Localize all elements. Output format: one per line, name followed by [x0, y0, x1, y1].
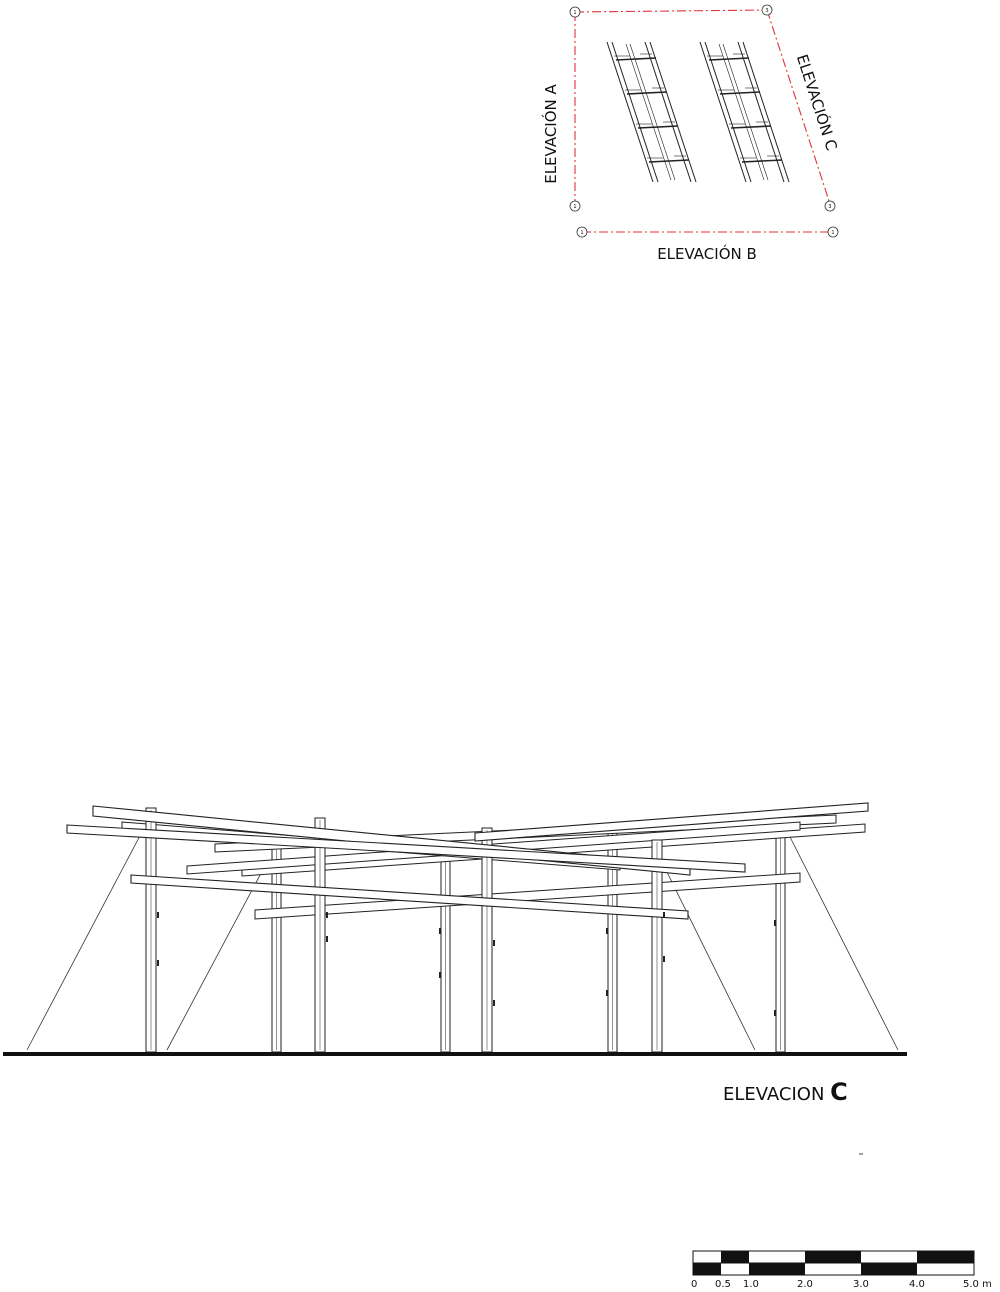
label-elevacion-a: ELEVACIÓN A: [542, 84, 560, 184]
svg-text:1: 1: [573, 10, 577, 16]
guy-wires: [27, 830, 898, 1050]
svg-text:3: 3: [828, 204, 832, 210]
scale-tick-0: 0: [691, 1279, 698, 1290]
svg-text:1: 1: [831, 230, 835, 236]
scale-tick-1: 1.0: [743, 1279, 759, 1290]
svg-text:1: 1: [573, 204, 577, 210]
grid-marker-top-left: [570, 7, 580, 17]
label-elevacion-b: ELEVACIÓN B: [657, 245, 757, 263]
scale-tick-5: 5.0 m: [963, 1279, 992, 1290]
elevation-drawing: [3, 803, 907, 1056]
scale-tick-0-5: 0.5: [715, 1279, 731, 1290]
column-bolts: [157, 912, 776, 1016]
svg-text:3: 3: [765, 8, 769, 14]
plan-bay-right: [700, 42, 789, 182]
grid-marker-bottom-right: [828, 227, 838, 237]
elevation-title-letter: C: [830, 1078, 848, 1106]
elevation-title: [723, 1078, 848, 1106]
grid-marker-mid-right: [825, 201, 835, 211]
grid-marker-top-right: [762, 5, 772, 15]
front-beams: [67, 803, 868, 919]
scale-tick-3: 3.0: [853, 1279, 869, 1290]
grid-marker-mid-left: [570, 201, 580, 211]
label-elevacion-c: ELEVACIÓN C: [792, 52, 841, 153]
grid-marker-bottom-left: [577, 227, 587, 237]
svg-text:1: 1: [580, 230, 584, 236]
key-plan-outline: [575, 10, 832, 232]
scale-bar: [691, 1251, 992, 1290]
elevation-title-prefix: ELEVACION: [723, 1084, 831, 1105]
scale-tick-2: 2.0: [797, 1279, 813, 1290]
plan-bay-left: [607, 42, 696, 182]
key-plan: [541, 5, 842, 263]
ground-line: [3, 1052, 907, 1056]
grid-markers: [570, 5, 838, 237]
scale-tick-4: 4.0: [909, 1279, 925, 1290]
